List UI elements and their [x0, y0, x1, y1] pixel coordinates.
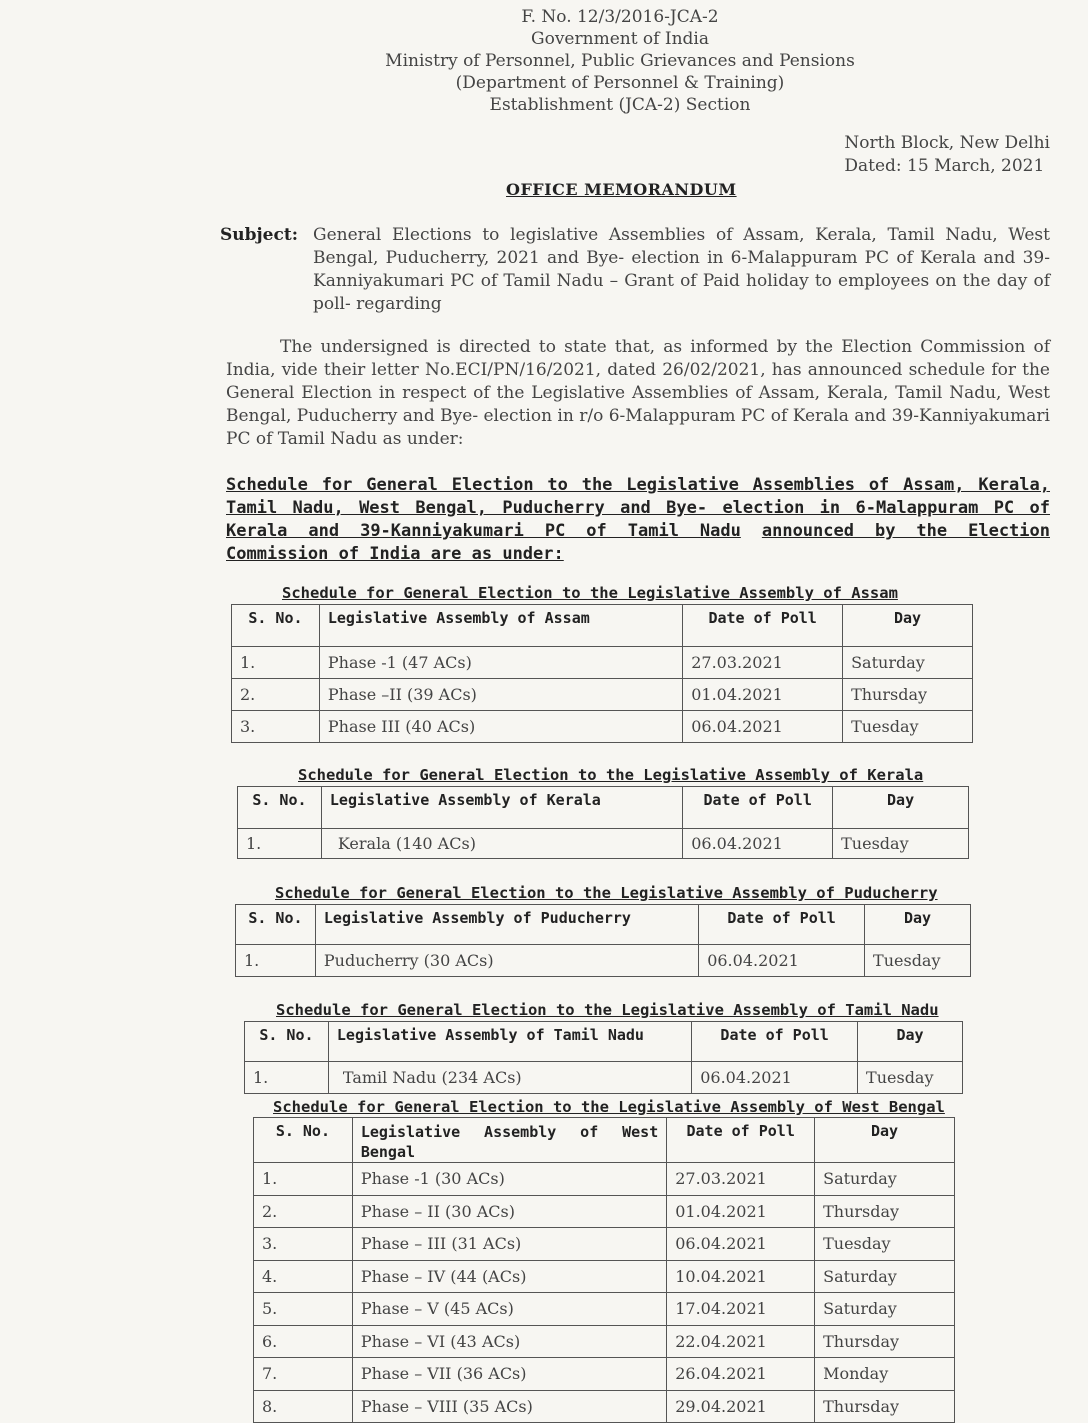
table-header-row: [238, 787, 969, 829]
cell-day: Thursday: [815, 1195, 955, 1228]
cell-sno: 1.: [232, 647, 320, 679]
header-date: Date of Poll: [667, 1118, 815, 1163]
table-row: [254, 1163, 955, 1196]
cell-date: 22.04.2021: [667, 1325, 815, 1358]
header-assembly: Legislative Assembly of Assam: [319, 605, 682, 647]
cell-day: Tuesday: [833, 829, 969, 859]
cell-day: Saturday: [815, 1293, 955, 1326]
cell-day: Thursday: [815, 1325, 955, 1358]
table-row: [254, 1195, 955, 1228]
place: North Block, New Delhi: [844, 133, 1050, 153]
cell-assembly: Phase – III (31 ACs): [352, 1228, 666, 1261]
cell-assembly: Kerala (140 ACs): [321, 829, 682, 859]
header-assembly: Legislative Assembly of West Bengal: [352, 1118, 666, 1163]
cell-assembly: Phase -1 (47 ACs): [319, 647, 682, 679]
header-assembly: Legislative Assembly of Tamil Nadu: [328, 1022, 691, 1062]
west-bengal-schedule-table: [253, 1117, 955, 1423]
table-row: [254, 1390, 955, 1423]
header-day: Day: [865, 905, 971, 945]
cell-assembly: Phase – VIII (35 ACs): [352, 1390, 666, 1423]
cell-day: Tuesday: [865, 945, 971, 977]
cell-day: Saturday: [815, 1163, 955, 1196]
table-header-row: [254, 1118, 955, 1163]
table-header-row: [236, 905, 971, 945]
cell-day: Saturday: [815, 1260, 955, 1293]
section-name: Establishment (JCA-2) Section: [489, 95, 751, 115]
header-day: Day: [833, 787, 969, 829]
date-line: Dated: 15 March, 2021: [844, 156, 1045, 176]
cell-sno: 6.: [254, 1325, 353, 1358]
assam-table-caption: Schedule for General Election to the Legislative Assembly of Assam: [282, 584, 898, 602]
cell-date: 17.04.2021: [667, 1293, 815, 1326]
cell-date: 06.04.2021: [683, 829, 833, 859]
cell-sno: 1.: [254, 1163, 353, 1196]
cell-sno: 8.: [254, 1390, 353, 1423]
cell-assembly: Phase – VII (36 ACs): [352, 1358, 666, 1391]
cell-sno: 2.: [232, 679, 320, 711]
puducherry-schedule-table: [235, 904, 971, 977]
department-name: (Department of Personnel & Training): [455, 73, 785, 93]
table-row: [254, 1293, 955, 1326]
cell-date: 29.04.2021: [667, 1390, 815, 1423]
assam-schedule-table: [231, 604, 973, 743]
cell-day: Tuesday: [815, 1228, 955, 1261]
header-assembly: Legislative Assembly of Kerala: [321, 787, 682, 829]
cell-date: 01.04.2021: [683, 679, 843, 711]
header-sno: S. No.: [232, 605, 320, 647]
cell-sno: 1.: [236, 945, 316, 977]
cell-sno: 3.: [232, 711, 320, 743]
tamil-nadu-schedule-table: [244, 1021, 963, 1094]
table-row: [254, 1228, 955, 1261]
letterhead: [0, 6, 1088, 116]
puducherry-table-caption: Schedule for General Election to the Legislative Assembly of Puducherry: [275, 884, 938, 902]
cell-sno: 5.: [254, 1293, 353, 1326]
subject-text: General Elections to legislative Assemblies of Assam, Kerala, Tamil Nadu, West Bengal, Puducherry, 2021 and Bye- election in 6-Malappuram PC of Kerala and 39-Kanniyakumari PC of Tamil Nadu – Grant of Paid holiday to employees on the day of poll- regarding: [313, 225, 1050, 314]
cell-day: Monday: [815, 1358, 955, 1391]
cell-date: 27.03.2021: [683, 647, 843, 679]
cell-assembly: Phase – VI (43 ACs): [352, 1325, 666, 1358]
cell-assembly: Phase –II (39 ACs): [319, 679, 682, 711]
subject-block: [220, 224, 1050, 316]
table-header-row: [245, 1022, 963, 1062]
kerala-table-caption: Schedule for General Election to the Legislative Assembly of Kerala: [298, 766, 924, 784]
cell-date: 27.03.2021: [667, 1163, 815, 1196]
header-day: Day: [858, 1022, 963, 1062]
schedule-heading-part2: announced by the Election Commission of India are as under:: [226, 521, 1050, 564]
cell-assembly: Phase – V (45 ACs): [352, 1293, 666, 1326]
cell-sno: 7.: [254, 1358, 353, 1391]
header-day: Day: [843, 605, 973, 647]
cell-day: Thursday: [843, 679, 973, 711]
header-sno: S. No.: [238, 787, 322, 829]
cell-date: 10.04.2021: [667, 1260, 815, 1293]
schedule-heading-part1: Schedule for General Election to the Legislative Assemblies of Assam, Kerala, Tamil Nadu, West Bengal, Puducherry and Bye- election in 6-Malappuram PC of Kerala and 39-Kanniyakumari PC of Tamil Nadu: [226, 475, 1050, 541]
table-row: [254, 1260, 955, 1293]
cell-assembly: Phase III (40 ACs): [319, 711, 682, 743]
header-sno: S. No.: [236, 905, 316, 945]
table-row: [254, 1358, 955, 1391]
header-sno: S. No.: [254, 1118, 353, 1163]
ministry-name: Ministry of Personnel, Public Grievances and Pensions: [385, 51, 855, 71]
header-date: Date of Poll: [692, 1022, 858, 1062]
header-day: Day: [815, 1118, 955, 1163]
table-row: [238, 829, 969, 859]
tamil-nadu-table-caption: Schedule for General Election to the Legislative Assembly of Tamil Nadu: [276, 1001, 939, 1019]
memo-title: OFFICE MEMORANDUM: [506, 180, 737, 199]
header-sno: S. No.: [245, 1022, 329, 1062]
cell-sno: 3.: [254, 1228, 353, 1261]
west-bengal-table-caption: Schedule for General Election to the Legislative Assembly of West Bengal: [273, 1098, 945, 1116]
cell-day: Tuesday: [858, 1062, 963, 1094]
schedule-heading: [226, 474, 1050, 566]
cell-date: 06.04.2021: [667, 1228, 815, 1261]
table-row: [254, 1325, 955, 1358]
table-row: [245, 1062, 963, 1094]
header-date: Date of Poll: [699, 905, 865, 945]
cell-date: 06.04.2021: [699, 945, 865, 977]
cell-date: 26.04.2021: [667, 1358, 815, 1391]
cell-sno: 1.: [238, 829, 322, 859]
cell-day: Saturday: [843, 647, 973, 679]
place-date-block: [844, 132, 1050, 178]
table-row: [232, 711, 973, 743]
cell-sno: 1.: [245, 1062, 329, 1094]
kerala-schedule-table: [237, 786, 969, 859]
cell-sno: 2.: [254, 1195, 353, 1228]
file-number: F. No. 12/3/2016-JCA-2: [521, 7, 719, 27]
cell-day: Thursday: [815, 1390, 955, 1423]
table-header-row: [232, 605, 973, 647]
cell-sno: 4.: [254, 1260, 353, 1293]
header-date: Date of Poll: [683, 605, 843, 647]
cell-assembly: Phase -1 (30 ACs): [352, 1163, 666, 1196]
government-name: Government of India: [531, 29, 709, 49]
cell-date: 01.04.2021: [667, 1195, 815, 1228]
header-date: Date of Poll: [683, 787, 833, 829]
cell-assembly: Tamil Nadu (234 ACs): [328, 1062, 691, 1094]
cell-date: 06.04.2021: [692, 1062, 858, 1094]
cell-assembly: Puducherry (30 ACs): [315, 945, 698, 977]
subject-label: Subject:: [220, 225, 298, 245]
cell-day: Tuesday: [843, 711, 973, 743]
cell-assembly: Phase – II (30 ACs): [352, 1195, 666, 1228]
table-row: [232, 679, 973, 711]
table-row: [236, 945, 971, 977]
cell-assembly: Phase – IV (44 (ACs): [352, 1260, 666, 1293]
table-row: [232, 647, 973, 679]
body-paragraph: The undersigned is directed to state that, as informed by the Election Commission of India, vide their letter No.ECI/PN/16/2021, dated 26/02/2021, has announced schedule for the General Election in respect of the Legislative Assemblies of Assam, Kerala, Tamil Nadu, West Bengal, Puducherry and Bye- election in r/o 6-Malappuram PC of Kerala and 39-Kanniyakumari PC of Tamil Nadu as under:: [226, 337, 1050, 449]
header-assembly: Legislative Assembly of Puducherry: [315, 905, 698, 945]
cell-date: 06.04.2021: [683, 711, 843, 743]
